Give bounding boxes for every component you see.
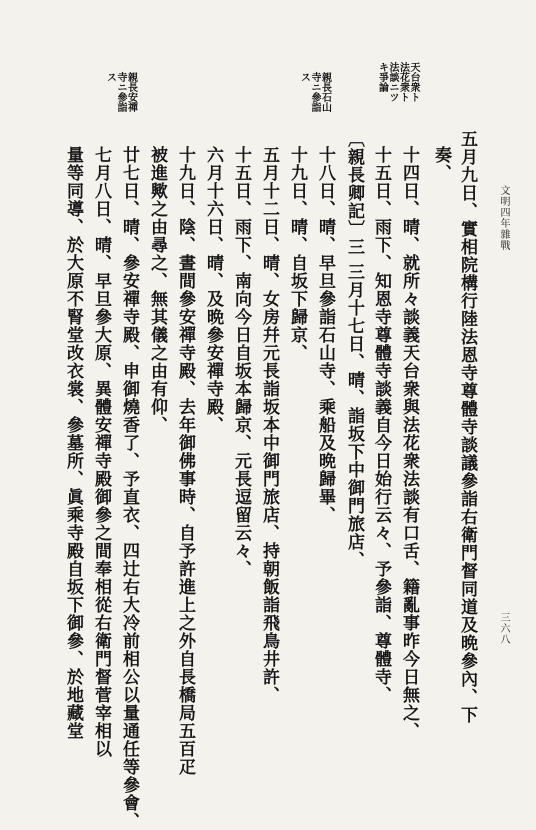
margin-note-1: 天台衆ト 法花衆ト 法談ニツ キ爭論 [376,62,419,102]
text-column-10: 六月十六日、晴、及晩參安禪寺殿、 [203,146,223,434]
text-column-15: 量等同導、於大原不腎堂改衣裳、參墓所、眞乘寺殿自坂下御參、於地藏堂 [63,146,83,740]
text-column-5: 〔親長卿記〕三 三月十七日、晴、詣坂下中御門旅店、 [344,130,364,569]
text-column-14: 七月八日、晴、早旦參大原、異體安禪寺殿御參之間奉相從右衛門督菅宰相以 [91,146,111,758]
page-number: 三六八 [498,612,509,645]
text-column-4: 十五日、雨下、知恩寺尊體寺談義自今日始行云々、予參詣、尊體寺、 [371,146,391,704]
margin-note-2: 親長石山 寺ニ參詣 ス [298,72,331,112]
text-column-11: 十九日、陰、晝間參安禪寺殿、去年御佛事時、自予許進上之外自長橋局五百疋 [175,146,195,776]
text-column-9: 十五日、雨下、南向今日自坂本歸京、元長逗留云々、 [231,146,251,578]
text-column-8: 五月十二日、晴、女房幷元長詣坂本中御門旅店、持朝飯詣飛鳥井許、 [259,146,279,704]
text-column-1: 五月九日、實相院構行陸法恩寺尊體寺談議參詣右衛門督同道及晩參內、下 [457,130,477,724]
text-column-3: 十四日、晴、就所々談義天台衆與法花衆法談有口舌、籍亂事昨今日無之、 [399,146,419,740]
text-column-6: 十八日、晴、早旦參詣石山寺、乘船及晩歸畢、 [315,146,335,524]
text-column-2: 奏、 [431,146,451,182]
margin-note-3: 親長安禪 寺ニ參詣 ス [104,72,137,112]
text-column-7: 十九日、晴、自坂下歸京、 [287,146,307,362]
page-header: 文明四年雜戰 [498,185,509,251]
text-column-13: 廿七日、晴、參安禪寺殿、申御燒香了、予直衣、四辻右大冷前相公以量通任等參會、 [119,146,139,830]
text-column-12: 被進歟之由尋之、無其儀之由有仰、 [147,146,167,434]
